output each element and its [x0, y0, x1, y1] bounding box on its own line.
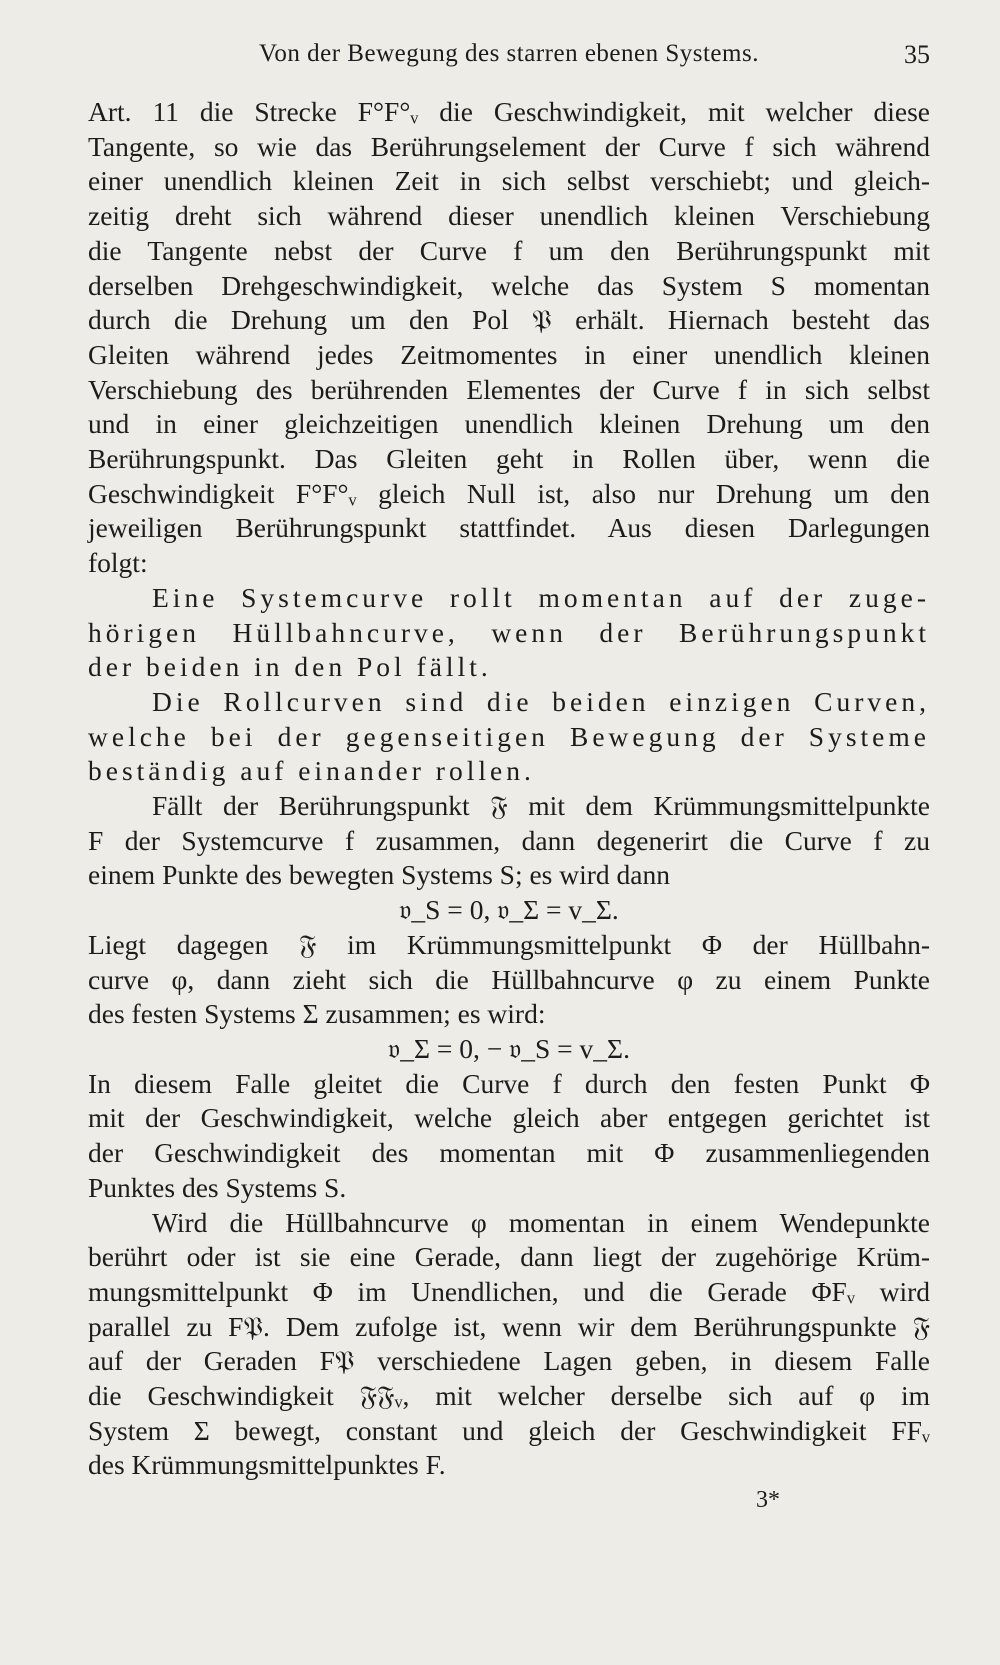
page-header: [88, 40, 930, 80]
text-line: System Σ bewegt, constant und gleich der Geschwindigkeit FFᵥ: [88, 1414, 930, 1446]
text-line: des Krümmungsmittelpunktes F.: [88, 1449, 446, 1481]
text-line: Geschwindigkeit F°F°ᵥ gleich Null ist, also nur Drehung um den: [88, 477, 930, 509]
theorem-line: der beiden in den Pol fällt.: [88, 651, 492, 683]
text-line: Gleiten während jedes Zeitmomentes in einer unendlich kleinen: [88, 338, 930, 370]
text-line: Verschiebung des berührenden Elementes der Curve f in sich selbst: [88, 373, 930, 405]
signature-mark: 3*: [756, 1487, 780, 1514]
text-line: einem Punkte des bewegten Systems S; es wird dann: [88, 859, 670, 891]
text-line: der Geschwindigkeit des momentan mit Φ zusammenliegenden: [88, 1137, 930, 1169]
theorem-line: welche bei der gegenseitigen Bewegung der Systeme: [88, 720, 930, 752]
text-line: jeweiligen Berührungspunkt stattfindet. Aus diesen Darlegungen: [88, 512, 930, 544]
text-line: Art. 11 die Strecke F°F°ᵥ die Geschwindigkeit, mit welcher diese: [88, 96, 930, 127]
page-body: [88, 95, 930, 1518]
text-line: zeitig dreht sich während dieser unendlich kleinen Verschiebung: [88, 200, 930, 232]
running-title: Von der Bewegung des starren ebenen Systems.: [259, 40, 759, 67]
text-line: In diesem Falle gleitet die Curve f durch den festen Punkt Φ: [88, 1067, 930, 1099]
text-line: des festen Systems Σ zusammen; es wird:: [88, 998, 546, 1030]
theorem-line: Die Rollcurven sind die beiden einzigen Curven,: [152, 685, 930, 717]
theorem-line: Eine Systemcurve rollt momentan auf der zuge-: [152, 581, 930, 613]
text-line: folgt:: [88, 547, 148, 579]
text-line: mit der Geschwindigkeit, welche gleich aber entgegen gerichtet ist: [88, 1102, 930, 1134]
theorem-line: hörigen Hüllbahncurve, wenn der Berührungspunkt: [88, 616, 930, 648]
text-line: durch die Drehung um den Pol 𝔓 erhält. Hiernach besteht das: [88, 304, 930, 336]
text-line: und in einer gleichzeitigen unendlich kleinen Drehung um den: [88, 408, 930, 440]
equation: 𝔳_Σ = 0, − 𝔳_S = v_Σ.: [388, 1032, 630, 1064]
text-line: F der Systemcurve f zusammen, dann degenerirt die Curve f zu: [88, 824, 930, 856]
text-line: Tangente, so wie das Berührungselement der Curve f sich während: [88, 130, 930, 162]
text-line: die Tangente nebst der Curve f um den Berührungspunkt mit: [88, 234, 930, 266]
text-line: berührt oder ist sie eine Gerade, dann liegt der zugehörige Krüm-: [88, 1241, 930, 1273]
text-line: einer unendlich kleinen Zeit in sich selbst verschiebt; und gleich-: [88, 165, 930, 197]
text-line: Punktes des Systems S.: [88, 1171, 347, 1203]
page-number: 35: [904, 40, 930, 69]
text-line: Berührungspunkt. Das Gleiten geht in Rollen über, wenn die: [88, 443, 930, 475]
text-line: derselben Drehgeschwindigkeit, welche das System S momentan: [88, 269, 930, 301]
text-line: Fällt der Berührungspunkt 𝔉 mit dem Krümmungsmittelpunkte: [152, 790, 930, 822]
theorem-line: beständig auf einander rollen.: [88, 755, 535, 787]
equation: 𝔳_S = 0, 𝔳_Σ = v_Σ.: [399, 894, 619, 926]
text-line: die Geschwindigkeit 𝔉𝔉ᵥ, mit welcher derselbe sich auf φ im: [88, 1380, 930, 1412]
text-line: Wird die Hüllbahncurve φ momentan in einem Wendepunkte: [152, 1206, 930, 1238]
text-line: curve φ, dann zieht sich die Hüllbahncurve φ zu einem Punkte: [88, 963, 930, 995]
text-line: parallel zu F𝔓. Dem zufolge ist, wenn wir dem Berührungspunkte 𝔉: [88, 1310, 930, 1342]
text-line: Liegt dagegen 𝔉 im Krümmungsmittelpunkt Φ der Hüllbahn-: [88, 928, 930, 960]
text-line: auf der Geraden F𝔓 verschiedene Lagen geben, in diesem Falle: [88, 1345, 930, 1377]
text-line: mungsmittelpunkt Φ im Unendlichen, und die Gerade ΦFᵥ wird: [88, 1275, 930, 1307]
